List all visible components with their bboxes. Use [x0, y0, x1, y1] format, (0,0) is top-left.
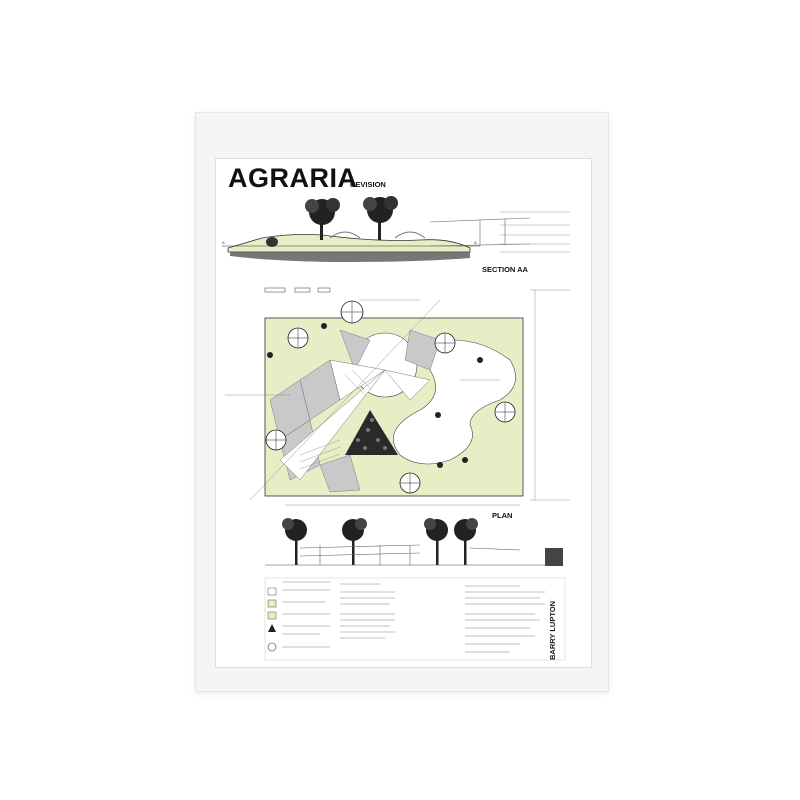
tree-icon	[424, 518, 448, 565]
poster-subtitle: REVISION	[350, 180, 386, 189]
legend-block	[265, 578, 565, 660]
author-name: BARRY LUPTON	[548, 600, 557, 660]
tree-icon	[363, 196, 398, 240]
scale-bar	[265, 288, 330, 292]
svg-text:A: A	[222, 240, 225, 245]
svg-text:A: A	[474, 240, 477, 245]
section-label: SECTION AA	[482, 265, 528, 274]
plan-label: PLAN	[492, 511, 513, 520]
tree-icon	[454, 518, 478, 565]
tree-icon	[342, 518, 367, 565]
elevation-drawing	[265, 518, 563, 566]
section-aa-drawing	[222, 196, 570, 262]
poster-title: AGRARIA	[228, 163, 358, 193]
tree-icon	[282, 518, 307, 565]
plan-drawing	[225, 290, 570, 505]
tree-icon	[305, 198, 340, 240]
